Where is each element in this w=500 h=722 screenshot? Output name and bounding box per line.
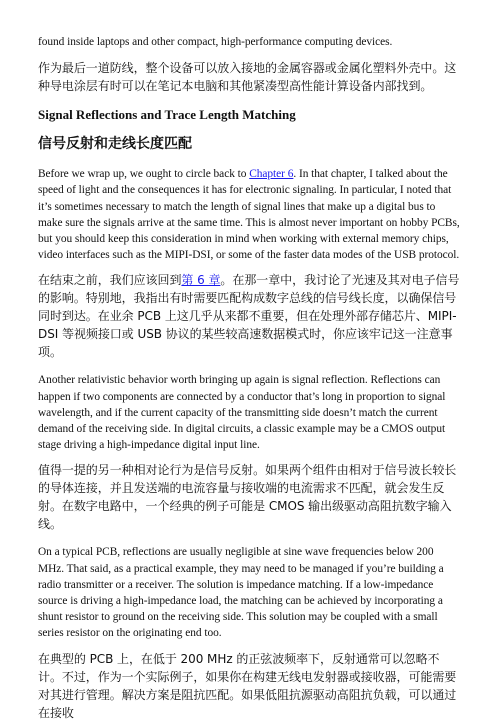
paragraph-2-chinese bbox=[38, 271, 462, 361]
paragraph-2-chinese-rest: 。在那一章中，我讨论了光速及其对电子信号的影响。特别地，我指出有时需要匹配构成数字总线的信号线长度，以确保信号同时到达。在业余 PCB 上这几乎从来都不重要，但在处理外部存储芯片、MIPI-DSI 等视频接口或 USB 协议的某些较高速数据模式时，你应该牢记这一注意事项。 bbox=[38, 273, 460, 360]
paragraph-3-english: Another relativistic behavior worth bringing up again is signal reflection. Reflections can happen if two components are connected by a conductor that’s long in proportion to signal wavelength, and if the current capacity of the transmitting side doesn’t match the current demand of the receiving side. In digital circuits, a classic example may be a CMOS output stage driving a high-impedance digital input line. bbox=[38, 374, 446, 452]
chapter-6-link[interactable]: Chapter 6 bbox=[249, 168, 294, 181]
paragraph-1-chinese: 作为最后一道防线，整个设备可以放入接地的金属容器或金属化塑料外壳中。这种导电涂层有时可以在笔记本电脑和其他紧凑型高性能计算设备内部找到。 bbox=[38, 61, 457, 94]
paragraph-2-english-rest: . In that chapter, I talked about the speed of light and the consequences it has for electronic signaling. In particular, I noted that it’s sometimes necessary to match the length of signal lines that make up a digital bus to make sure the signals arrive at the same time. This is almost never important on hobby PCBs, but you should keep this consideration in mind when working with external memory chips, video interfaces such as the MIPI-DSI, or some of the faster data modes of the USB protocol. bbox=[38, 168, 460, 262]
section-heading-chinese: 信号反射和走线长度匹配 bbox=[38, 136, 192, 153]
paragraph-3-chinese: 值得一提的另一种相对论行为是信号反射。如果两个组件由相对于信号波长较长的导体连接，并且发送端的电流容量与接收端的电流需求不匹配，就会发生反射。在数字电路中，一个经典的例子可能是 CMOS 输出级驱动高阻抗数字输入线。 bbox=[38, 463, 457, 532]
chapter-6-link-chinese[interactable]: 第 6 章 bbox=[181, 273, 221, 288]
paragraph-1-english: found inside laptops and other compact, high-performance computing devices. bbox=[38, 36, 393, 48]
paragraph-2-chinese-lead: 在结束之前，我们应该回到 bbox=[38, 273, 182, 288]
paragraph-4-english: On a typical PCB, reflections are usually negligible at sine wave frequencies below 200 MHz. That said, as a practical example, they may need to be managed if you’re building a radio transmitter or a receiver. The solution is impedance matching. If a low-impedance source is driving a high-impedance load, the matching can be achieved by incorporating a shunt resistor to ground on the receiving side. This solution may be coupled with a small series resistor on the originating end too. bbox=[38, 546, 444, 640]
paragraph-2-english-lead: Before we wrap up, we ought to circle back to bbox=[38, 168, 250, 181]
section-heading-english: Signal Reflections and Trace Length Matching bbox=[38, 107, 296, 123]
paragraph-2-english bbox=[38, 166, 462, 263]
paragraph-4-chinese: 在典型的 PCB 上，在低于 200 MHz 的正弦波频率下，反射通常可以忽略不计。不过，作为一个实际例子，如果你在构建无线电发射器或接收器，可能需要对其进行管理。解决方案是阻抗匹配。如果低阻抗源驱动高阻抗负载，可以通过在接收 bbox=[38, 651, 457, 720]
